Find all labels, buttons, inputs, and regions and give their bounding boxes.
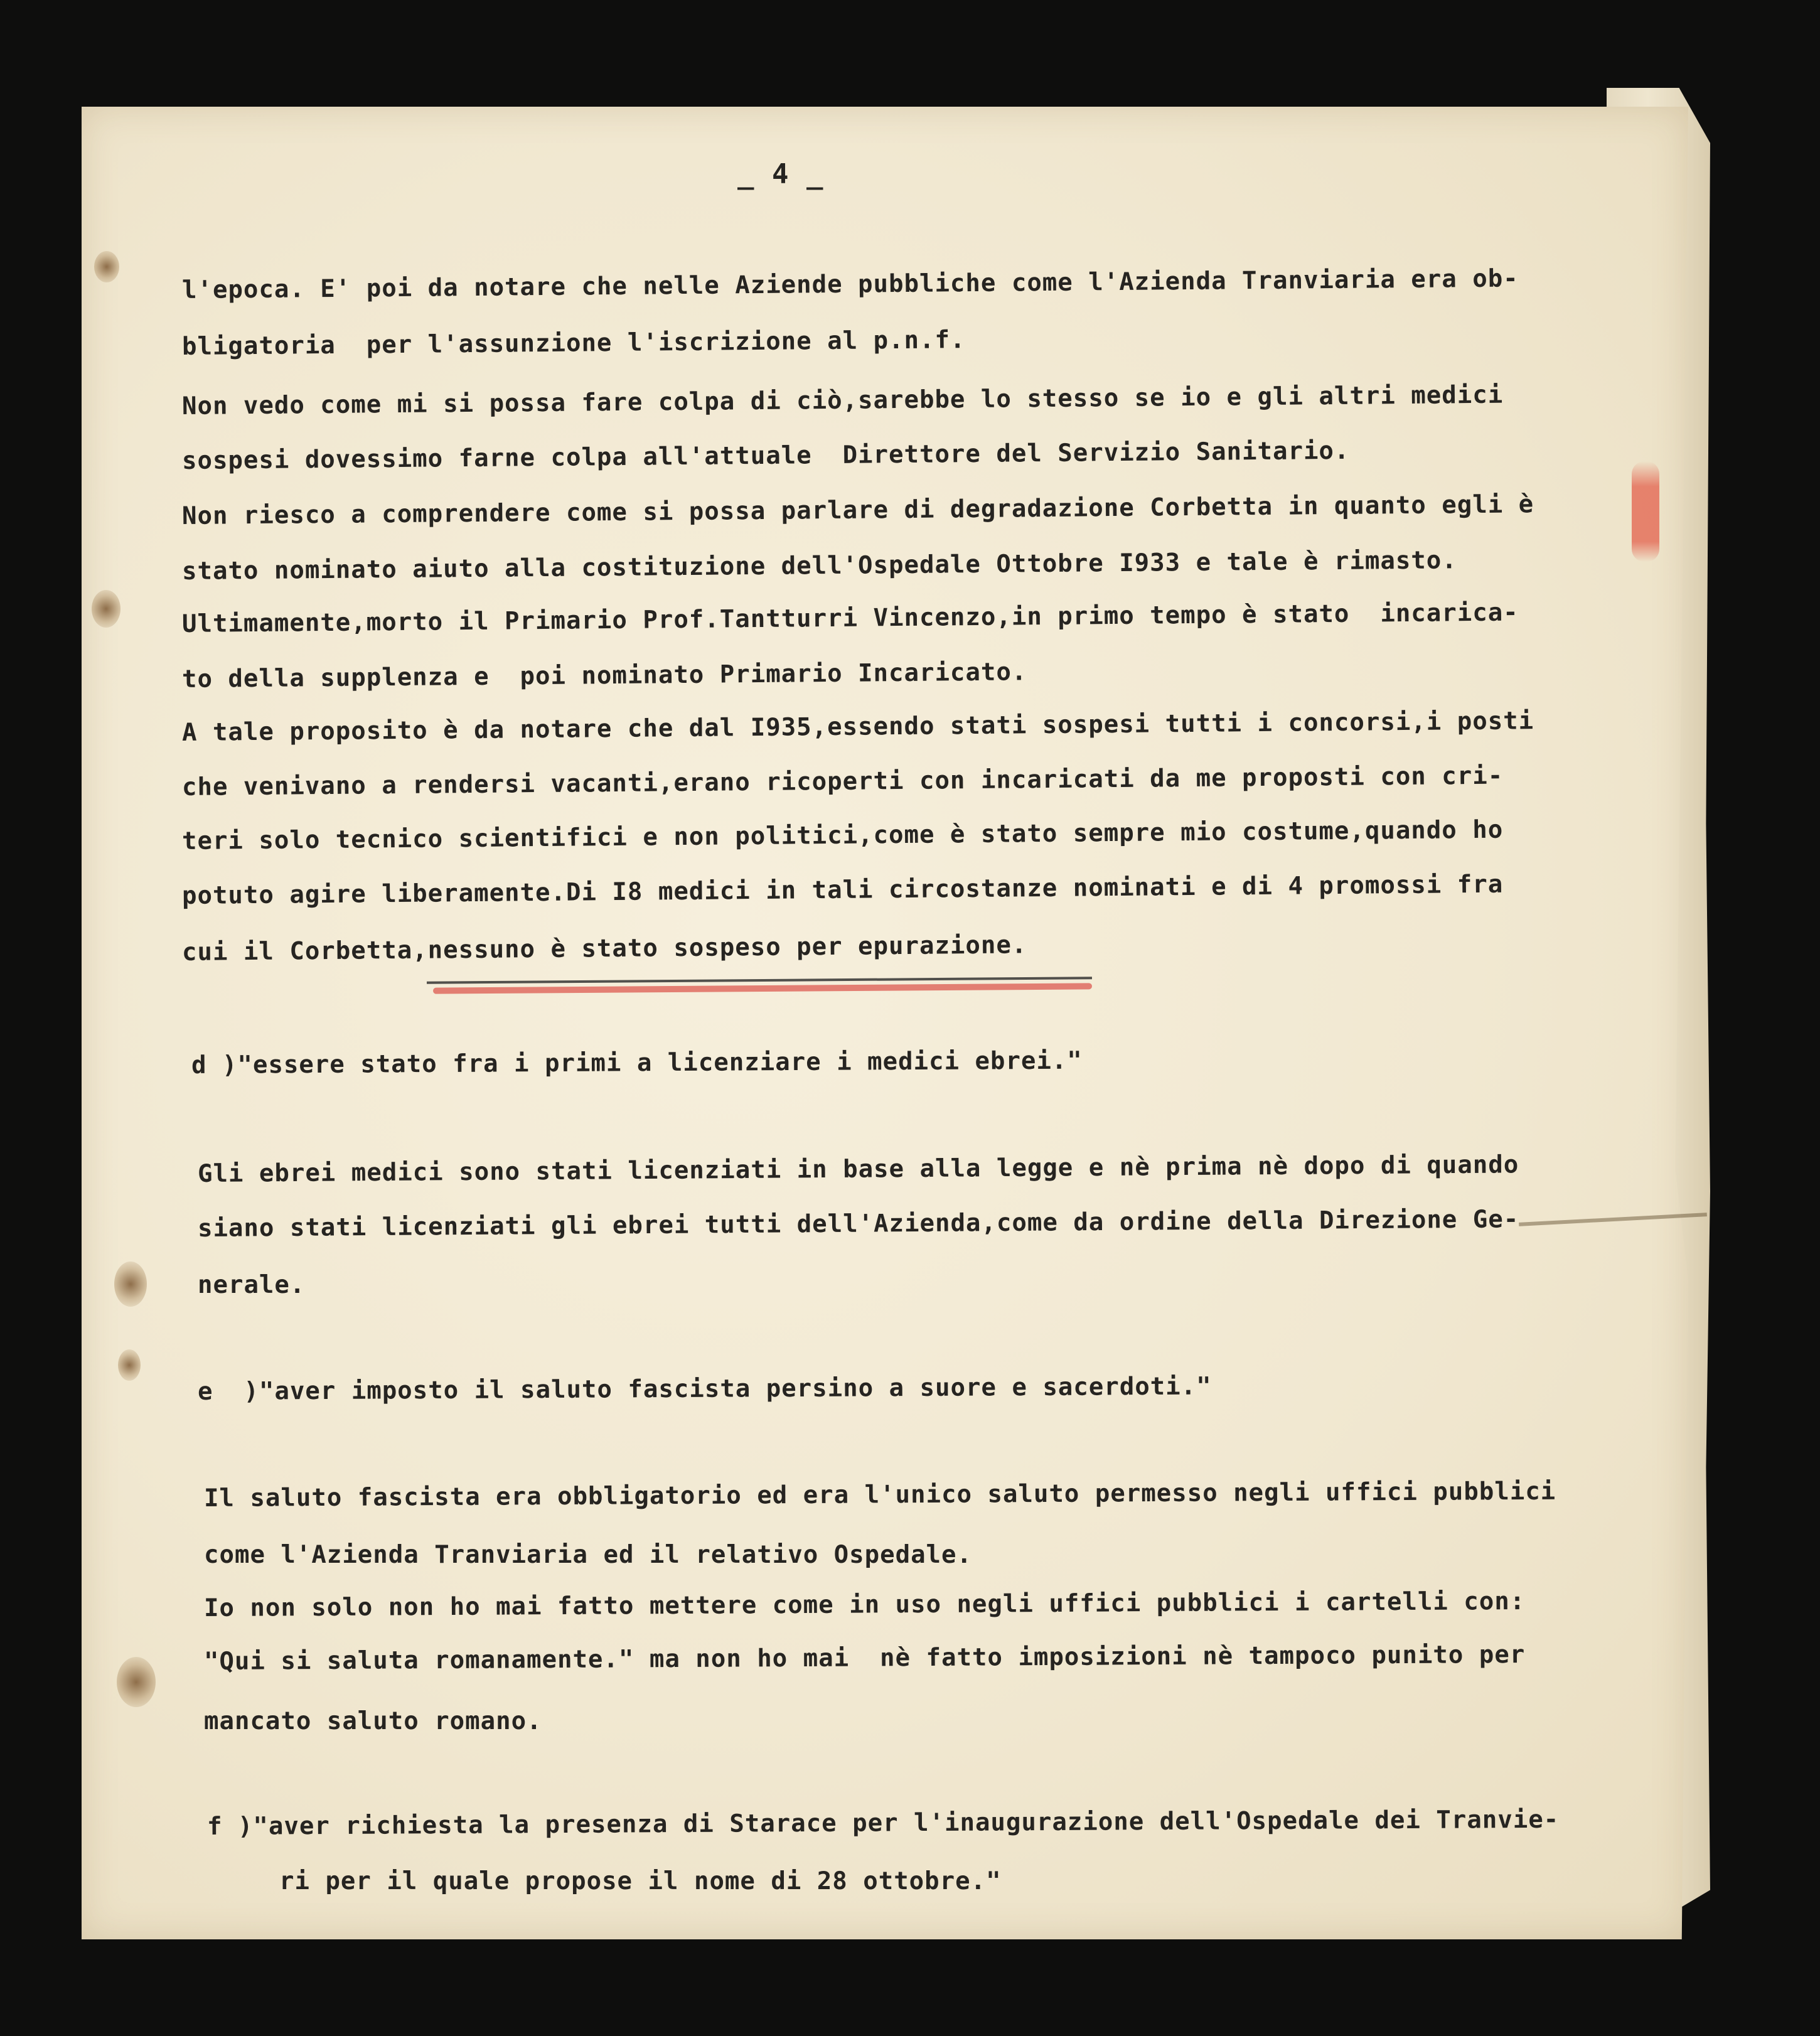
text-line: Gli ebrei medici sono stati licenziati in base alla legge e nè prima nè dopo di quando — [197, 1150, 1519, 1188]
text-line: cui il Corbetta,nessuno è stato sospeso per epurazione. — [181, 931, 1027, 967]
item-heading-e: e )"aver imposto il saluto fascista persino a suore e sacerdoti." — [197, 1372, 1212, 1406]
text-line: Non riesco a comprendere come si possa parlare di degradazione Corbetta in quanto egli è — [181, 490, 1534, 530]
text-line: Il saluto fascista era obbligatorio ed era l'unico saluto permesso negli uffici pubblici — [203, 1477, 1556, 1513]
text-line: Io non solo non ho mai fatto mettere come in uso negli uffici pubblici i cartelli con: — [203, 1587, 1526, 1622]
text-line: to della supplenza e poi nominato Primario Incaricato. — [181, 658, 1027, 694]
rust-stain — [118, 1349, 141, 1381]
text-line: l'epoca. E' poi da notare che nelle Aziende pubbliche come l'Azienda Tranviaria era ob- — [181, 264, 1519, 304]
item-heading-d: d )"essere stato fra i primi a licenziare i medici ebrei." — [191, 1046, 1083, 1080]
red-pencil-margin-mark — [1632, 461, 1659, 562]
text-line: Ultimamente,morto il Primario Prof.Tantturri Vincenzo,in primo tempo è stato incarica- — [181, 598, 1519, 638]
text-line: mancato saluto romano. — [204, 1707, 542, 1735]
text-line: bligatoria per l'assunzione l'iscrizione al p.n.f. — [181, 326, 966, 361]
page-number: _ 4 _ — [737, 158, 824, 190]
text-line: teri solo tecnico scientifici e non politici,come è stato sempre mio costume,quando ho — [181, 815, 1504, 855]
text-line: A tale proposito è da notare che dal I935,essendo stati sospesi tutti i concorsi,i posti — [181, 707, 1534, 747]
text-line: sospesi dovessimo farne colpa all'attuale Direttore del Servizio Sanitario. — [181, 436, 1350, 475]
text-line: "Qui si saluta romanamente." ma non ho mai nè fatto imposizioni nè tampoco punito per — [203, 1640, 1526, 1676]
rust-stain — [114, 1262, 147, 1307]
text-line: che venivano a rendersi vacanti,erano ricoperti con incaricati da me proposti con cri- — [181, 761, 1504, 801]
text-line: stato nominato aiuto alla costituzione dell'Ospedale Ottobre I933 e tale è rimasto. — [181, 546, 1457, 586]
text-line: come l'Azienda Tranviaria ed il relativo Ospedale. — [204, 1541, 972, 1569]
text-line: Non vedo come mi si possa fare colpa di ciò,sarebbe lo stesso se io e gli altri medici — [181, 380, 1504, 421]
rust-stain — [92, 590, 120, 628]
item-heading-f: f )"aver richiesta la presenza di Starace per l'inaugurazione dell'Ospedale dei Tranvie- — [206, 1805, 1560, 1841]
text-line: siano stati licenziati gli ebrei tutti dell'Azienda,come da ordine della Direzione Ge- — [197, 1205, 1519, 1243]
rust-stain — [94, 251, 119, 282]
rust-stain — [117, 1657, 156, 1707]
text-line: ri per il quale propose il nome di 28 ottobre." — [279, 1867, 1002, 1895]
text-line: potuto agire liberamente.Di I8 medici in tali circostanze nominati e di 4 promossi fra — [181, 870, 1504, 910]
text-line: nerale. — [198, 1271, 306, 1299]
